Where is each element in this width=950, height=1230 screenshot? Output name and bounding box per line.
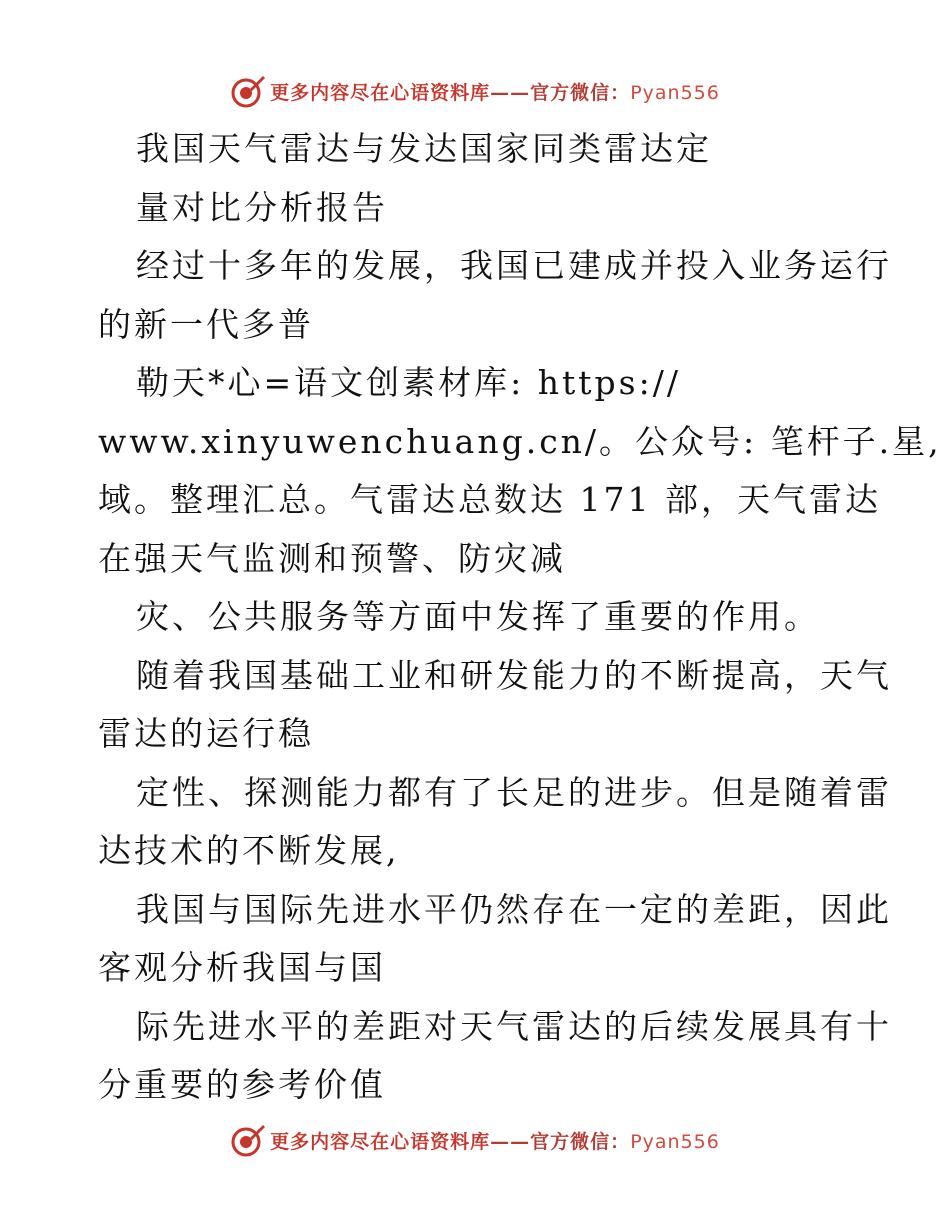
paragraph-line: 随着我国基础工业和研发能力的不断提高，天气 xyxy=(136,655,892,695)
footer-banner-text: 更多内容尽在心语资料库——官方微信：Pyan556 xyxy=(270,1130,720,1153)
paragraph-line: 勒天*心=语文创素材库: https:// xyxy=(136,363,681,402)
wechat-handle: Pyan556 xyxy=(630,81,720,104)
paragraph-line: 达技术的不断发展, xyxy=(98,831,400,870)
header-banner xyxy=(0,71,950,111)
paragraph-line: 的新一代多普 xyxy=(98,304,314,344)
paragraph-line: 在强天气监测和预警、防灾减 xyxy=(98,538,566,578)
header-banner-text: 更多内容尽在心语资料库——官方微信：Pyan556 xyxy=(270,81,720,104)
footer-banner xyxy=(0,1120,950,1160)
doc-title-line-2: 量对比分析报告 xyxy=(136,187,388,227)
doc-title-line-1: 我国天气雷达与发达国家同类雷达定 xyxy=(136,129,712,168)
paragraph-line: 际先进水平的差距对天气雷达的后续发展具有十 xyxy=(136,1006,892,1046)
paragraph-line: www.xinyuwenchuang.cn/。公众号: 笔杆子.星, xyxy=(98,421,942,461)
paragraph-line: 分重要的参考价值 xyxy=(98,1065,386,1104)
paragraph-line: 雷达的运行稳 xyxy=(98,714,314,753)
paragraph-line: 我国与国际先进水平仍然存在一定的差距，因此 xyxy=(136,889,892,929)
document-body xyxy=(98,120,942,1115)
pen-logo-icon xyxy=(230,73,266,109)
paragraph-line: 域。整理汇总。气雷达总数达 171 部，天气雷达 xyxy=(98,480,881,519)
paragraph-line: 灾、公共服务等方面中发挥了重要的作用。 xyxy=(136,597,820,636)
paragraph-line: 经过十多年的发展，我国已建成并投入业务运行 xyxy=(136,246,892,285)
paragraph-line: 客观分析我国与国 xyxy=(98,948,386,987)
paragraph-line: 定性、探测能力都有了长足的进步。但是随着雷 xyxy=(136,772,892,812)
pen-logo-icon xyxy=(230,1122,266,1158)
wechat-handle: Pyan556 xyxy=(630,1130,720,1153)
